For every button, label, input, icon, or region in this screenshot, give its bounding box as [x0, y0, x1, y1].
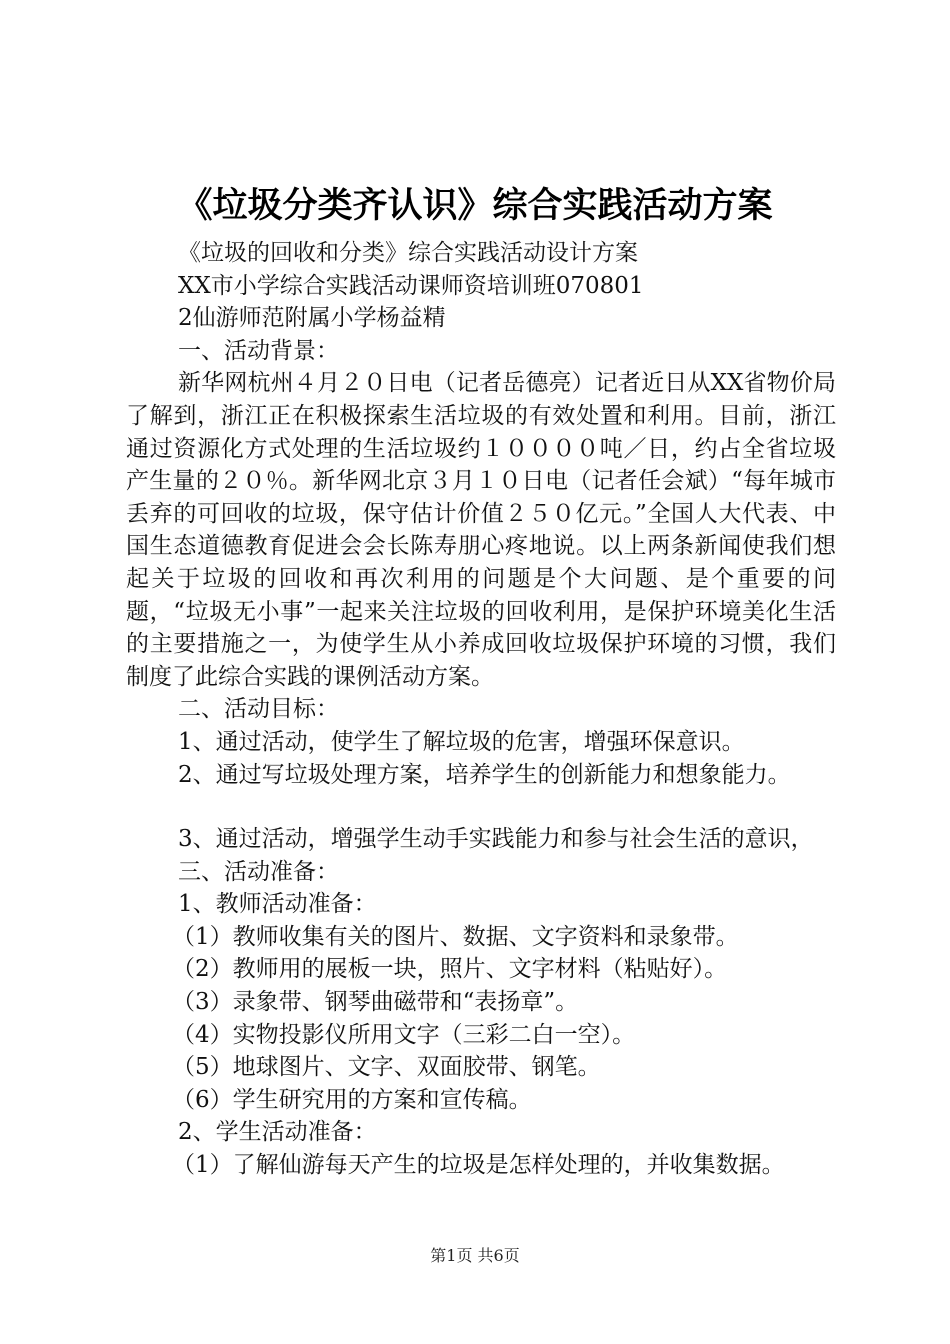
section3-heading: 三、活动准备： — [178, 858, 339, 885]
document-body — [126, 237, 836, 1182]
page-footer: 第1页 共6页 — [430, 1246, 520, 1265]
goal-3: 3、通过活动，增强学生动手实践能力和参与社会生活的意识， — [178, 826, 814, 853]
student-prep-heading: 2、学生活动准备： — [178, 1119, 377, 1146]
teacher-item: （5）地球图片、文字、双面胶带、钢笔。 — [172, 1054, 601, 1081]
teacher-item: （4）实物投影仪所用文字（三彩二白一空）。 — [172, 1021, 636, 1048]
subtitle-line: 《垃圾的回收和分类》综合实践活动设计方案 — [178, 240, 638, 266]
student-item: （1）了解仙游每天产生的垃圾是怎样处理的，并收集数据。 — [172, 1152, 785, 1179]
teacher-item: （6）学生研究用的方案和宣传稿。 — [172, 1086, 532, 1113]
document-title: 《垃圾分类齐认识》综合实践活动方案 — [177, 185, 773, 226]
goal-2: 2、通过写垃圾处理方案，培养学生的创新能力和想象能力。 — [178, 761, 791, 788]
teacher-item: （2）教师用的展板一块，照片、文字材料（粘贴好）。 — [172, 956, 728, 983]
teacher-item: （1）教师收集有关的图片、数据、文字资料和录象带。 — [172, 923, 739, 950]
author-line: 2仙游师范附属小学杨益精 — [178, 305, 446, 332]
teacher-prep-heading: 1、教师活动准备： — [178, 891, 377, 918]
section1-heading: 一、活动背景： — [178, 337, 339, 364]
section2-heading: 二、活动目标： — [178, 696, 339, 723]
training-line: XX市小学综合实践活动课师资培训班070801 — [178, 272, 644, 299]
blank-line — [126, 791, 836, 823]
teacher-item: （3）录象带、钢琴曲磁带和“表扬章”。 — [172, 989, 579, 1016]
goal-1: 1、通过活动，使学生了解垃圾的危害，增强环保意识。 — [178, 728, 745, 755]
section1-paragraph: 新华网杭州４月２０日电（记者岳德亮）记者近日从XX省物价局了解到，浙江正在积极探索生活垃圾的有效处置和利用。目前，浙江通过资源化方式处理的生活垃圾约１００００吨／日，约占全省垃圾产生量的２０％。新华网北京３月１０日电（记者任会斌）“每年城市丢弃的可回收的垃圾，保守估计价值２５０亿元。”全国人大代表、中国生态道德教育促进会会长陈寿朋心疼地说。以上两条新闻使我们想起关于垃圾的回收和再次利用的问题是个大问题、是个重要的问题，“垃圾无小事”一起来关注垃圾的回收利用，是保护环境美化生活的主要措施之一，为使学生从小养成回收垃圾保护环境的习惯，我们制度了此综合实践的课例活动方案。 — [126, 370, 836, 690]
